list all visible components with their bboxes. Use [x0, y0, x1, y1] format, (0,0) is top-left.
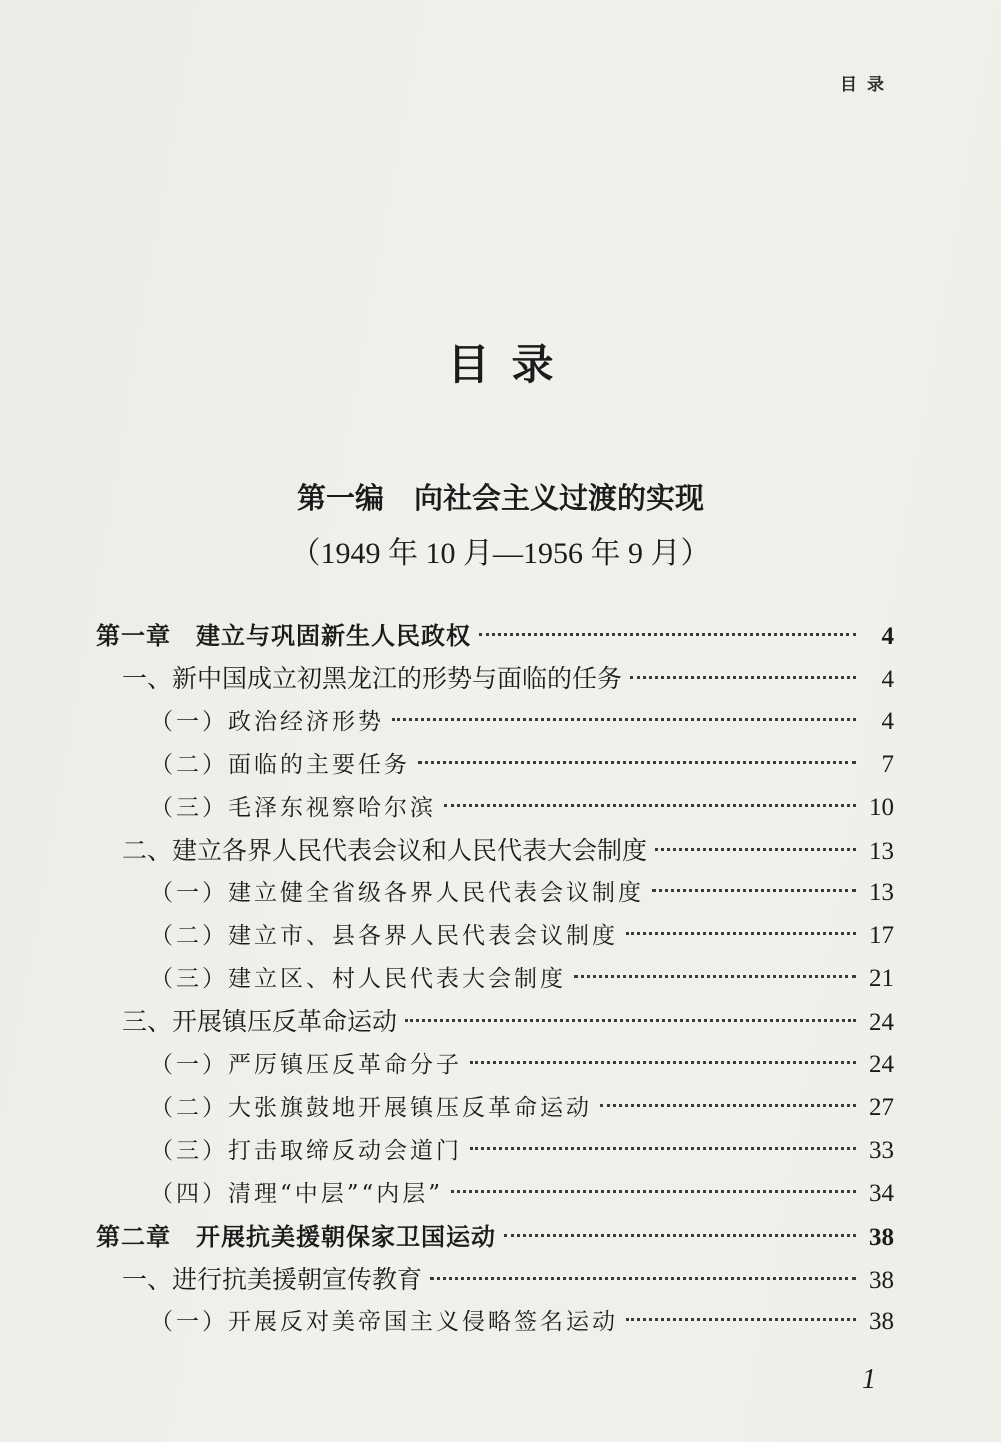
toc-entry-label: （二）大张旗鼓地开展镇压反革命运动: [150, 1095, 592, 1121]
toc-entry-label: （二）建立市、县各界人民代表会议制度: [150, 923, 618, 949]
toc-entry-page: 24: [869, 1051, 894, 1078]
toc-entry-page: 13: [869, 879, 894, 906]
toc-entry-label: （一）建立健全省级各界人民代表会议制度: [150, 880, 644, 906]
dot-leader: [504, 1234, 856, 1237]
dot-leader: [392, 718, 856, 721]
toc-entry-label: （三）毛泽东视察哈尔滨: [150, 795, 436, 821]
dot-leader: [418, 761, 856, 764]
toc-entry: [150, 1174, 894, 1214]
dot-leader: [574, 975, 856, 978]
toc-entry-label: （三）建立区、村人民代表大会制度: [150, 966, 566, 992]
dot-leader: [470, 1061, 856, 1064]
toc-entry-label: 一、进行抗美援朝宣传教育: [122, 1265, 423, 1294]
page-title: 目录: [447, 340, 576, 389]
toc-entry-page: 4: [881, 666, 894, 693]
dot-leader: [600, 1104, 856, 1107]
toc-entry: [150, 1045, 894, 1085]
toc-entry-page: 34: [869, 1180, 894, 1207]
toc-entry-label: （一）开展反对美帝国主义侵略签名运动: [150, 1309, 618, 1335]
dot-leader: [655, 848, 856, 851]
toc-entry-page: 24: [869, 1009, 894, 1036]
running-header: 目录: [840, 75, 894, 95]
toc-entry-page: 38: [869, 1308, 894, 1335]
dot-leader: [470, 1147, 856, 1150]
toc-entry-label: 第二章 开展抗美援朝保家卫国运动: [96, 1223, 496, 1251]
toc-entry-label: （四）清理“中层”“内层”: [150, 1181, 444, 1207]
toc-entry-page: 4: [881, 623, 894, 650]
toc-entry-label: 一、新中国成立初黑龙江的形势与面临的任务: [122, 664, 623, 693]
toc-entry-page: 38: [869, 1224, 894, 1251]
toc-entry-label: 二、建立各界人民代表会议和人民代表大会制度: [122, 836, 648, 865]
toc-entry: [96, 1217, 894, 1257]
toc-entry-page: 38: [869, 1267, 894, 1294]
toc-entry: [150, 702, 894, 742]
toc-entry: [96, 616, 894, 656]
toc-entry: [122, 1002, 894, 1042]
dot-leader: [626, 1318, 856, 1321]
toc-entry: [150, 916, 894, 956]
dot-leader: [444, 804, 856, 807]
toc-entry-page: 33: [869, 1137, 894, 1164]
dot-leader: [652, 889, 856, 892]
part-heading: [0, 476, 1001, 517]
toc-entry-page: 27: [869, 1094, 894, 1121]
toc-entry: [150, 1131, 894, 1171]
toc-entry: [122, 831, 894, 871]
toc-entry-label: 三、开展镇压反革命运动: [122, 1007, 398, 1036]
part-dates: （1949 年 10 月—1956 年 9 月）: [290, 537, 711, 570]
toc-entry: [150, 959, 894, 999]
toc-entry: [122, 1260, 894, 1300]
dot-leader: [405, 1019, 856, 1022]
dot-leader: [451, 1190, 856, 1193]
toc-entry-page: 10: [869, 794, 894, 821]
toc-entry-page: 21: [869, 965, 894, 992]
toc-entry: [150, 1302, 894, 1342]
toc-entry-label: （一）政治经济形势: [150, 709, 384, 735]
toc-entry: [150, 873, 894, 913]
part-name: 第一编: [296, 481, 384, 515]
part-subtitle: 向社会主义过渡的实现: [414, 481, 705, 515]
toc-entry-page: 17: [869, 922, 894, 949]
toc-entry: [150, 788, 894, 828]
toc-entry-label: 第一章 建立与巩固新生人民政权: [96, 622, 471, 650]
toc-entry-label: （一）严厉镇压反革命分子: [150, 1052, 462, 1078]
dot-leader: [630, 676, 856, 679]
page-number: 1: [862, 1364, 876, 1395]
dot-leader: [430, 1277, 856, 1280]
toc-entry-label: （三）打击取缔反动会道门: [150, 1138, 462, 1164]
toc-entry: [150, 1088, 894, 1128]
toc-entry-page: 13: [869, 838, 894, 865]
dot-leader: [626, 932, 856, 935]
toc-entry: [150, 745, 894, 785]
toc-entry-page: 4: [881, 708, 894, 735]
toc-entry-page: 7: [881, 751, 894, 778]
toc-entry: [122, 659, 894, 699]
dot-leader: [479, 633, 856, 636]
toc-entry-label: （二）面临的主要任务: [150, 752, 410, 778]
